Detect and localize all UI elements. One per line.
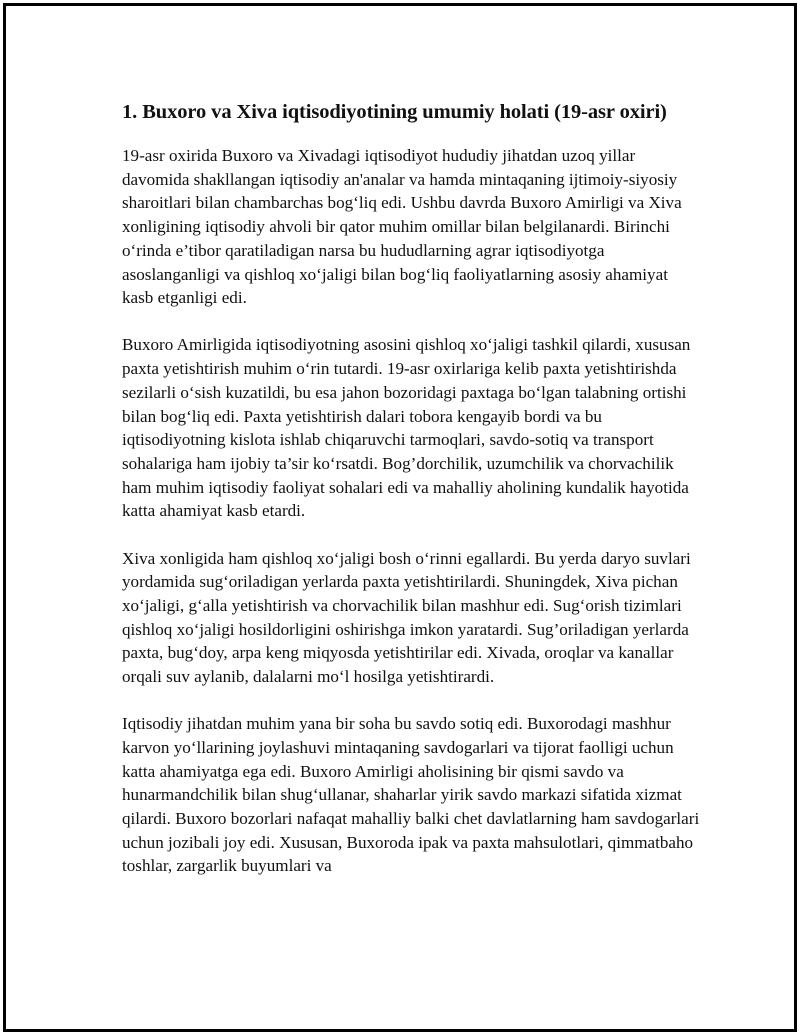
- paragraph-3: Xiva xonligida ham qishloq xo‘jaligi bosh o‘rinni egallardi. Bu yerda daryo suvlari yordamida sug‘oriladigan yerlarda paxta yetishtirilardi. Shuningdek, Xiva pichan xo‘jaligi, g‘alla yetishtirish va chorvachilik bilan mashhur edi. Sug‘orish tizimlari qishloq xo‘jaligi hosildorligini oshirishga imkon yaratardi. Sug’oriladigan yerlarda paxta, bug‘doy, arpa keng miqyosda yetishtirilar edi. Xivada, oroqlar va kanallar orqali suv aylanib, dalalarni mo‘l hosilga yetishtirardi.: [122, 548, 691, 687]
- section-heading: 1. Buxoro va Xiva iqtisodiyotining umumiy holati (19-asr oxiri): [122, 101, 667, 123]
- paragraph-1: 19-asr oxirida Buxoro va Xivadagi iqtisodiyot hududiy jihatdan uzoq yillar davomida shakllangan iqtisodiy an'analar va hamda mintaqaning ijtimoiy-siyosiy sharoitlari bilan chambarchas bog‘liq edi. Ushbu davrda Buxoro Amirligi va Xiva xonligining iqtisodiy ahvoli bir qator muhim omillar bilan belgilanardi. Birinchi o‘rinda e’tibor qaratiladigan narsa bu hududlarning agrar iqtisodiyotga asoslanganligi va qishloq xo‘jaligi bilan bog‘liq faoliyatlarning asosiy ahamiyat kasb etganligi edi.: [122, 146, 682, 308]
- document-body: [122, 98, 702, 902]
- page-frame: [3, 3, 797, 1032]
- paragraph-4: Iqtisodiy jihatdan muhim yana bir soha bu savdo sotiq edi. Buxorodagi mashhur karvon yo‘llarining joylashuvi mintaqaning savdogarlari va tijorat faolligi uchun katta ahamiyatga ega edi. Buxoro Amirligi aholisining bir qismi savdo va hunarmandchilik bilan shug‘ullanar, shaharlar yirik savdo markazi sifatida xizmat qilardi. Buxoro bozorlari nafaqat mahalliy balki chet davlatlarning ham savdogarlari uchun jozibali joy edi. Xususan, Buxoroda ipak va paxta mahsulotlari, qimmatbaho toshlar, zargarlik buyumlari va: [122, 714, 700, 876]
- paragraph-2: Buxoro Amirligida iqtisodiyotning asosini qishloq xo‘jaligi tashkil qilardi, xususan paxta yetishtirish muhim o‘rin tutardi. 19-asr oxirlariga kelib paxta yetishtirishda sezilarli o‘sish kuzatildi, bu esa jahon bozoridagi paxtaga bo‘lgan talabning ortishi bilan bog‘liq edi. Paxta yetishtirish dalari tobora kengayib bordi va bu iqtisodiyotning kislota ishlab chiqaruvchi tarmoqlari, savdo-sotiq va transport sohalariga ham ijobiy ta’sir ko‘rsatdi. Bog’dorchilik, uzumchilik va chorvachilik ham muhim iqtisodiy faoliyat sohalari edi va mahalliy aholining kundalik hayotida katta ahamiyat kasb etardi.: [122, 335, 691, 521]
